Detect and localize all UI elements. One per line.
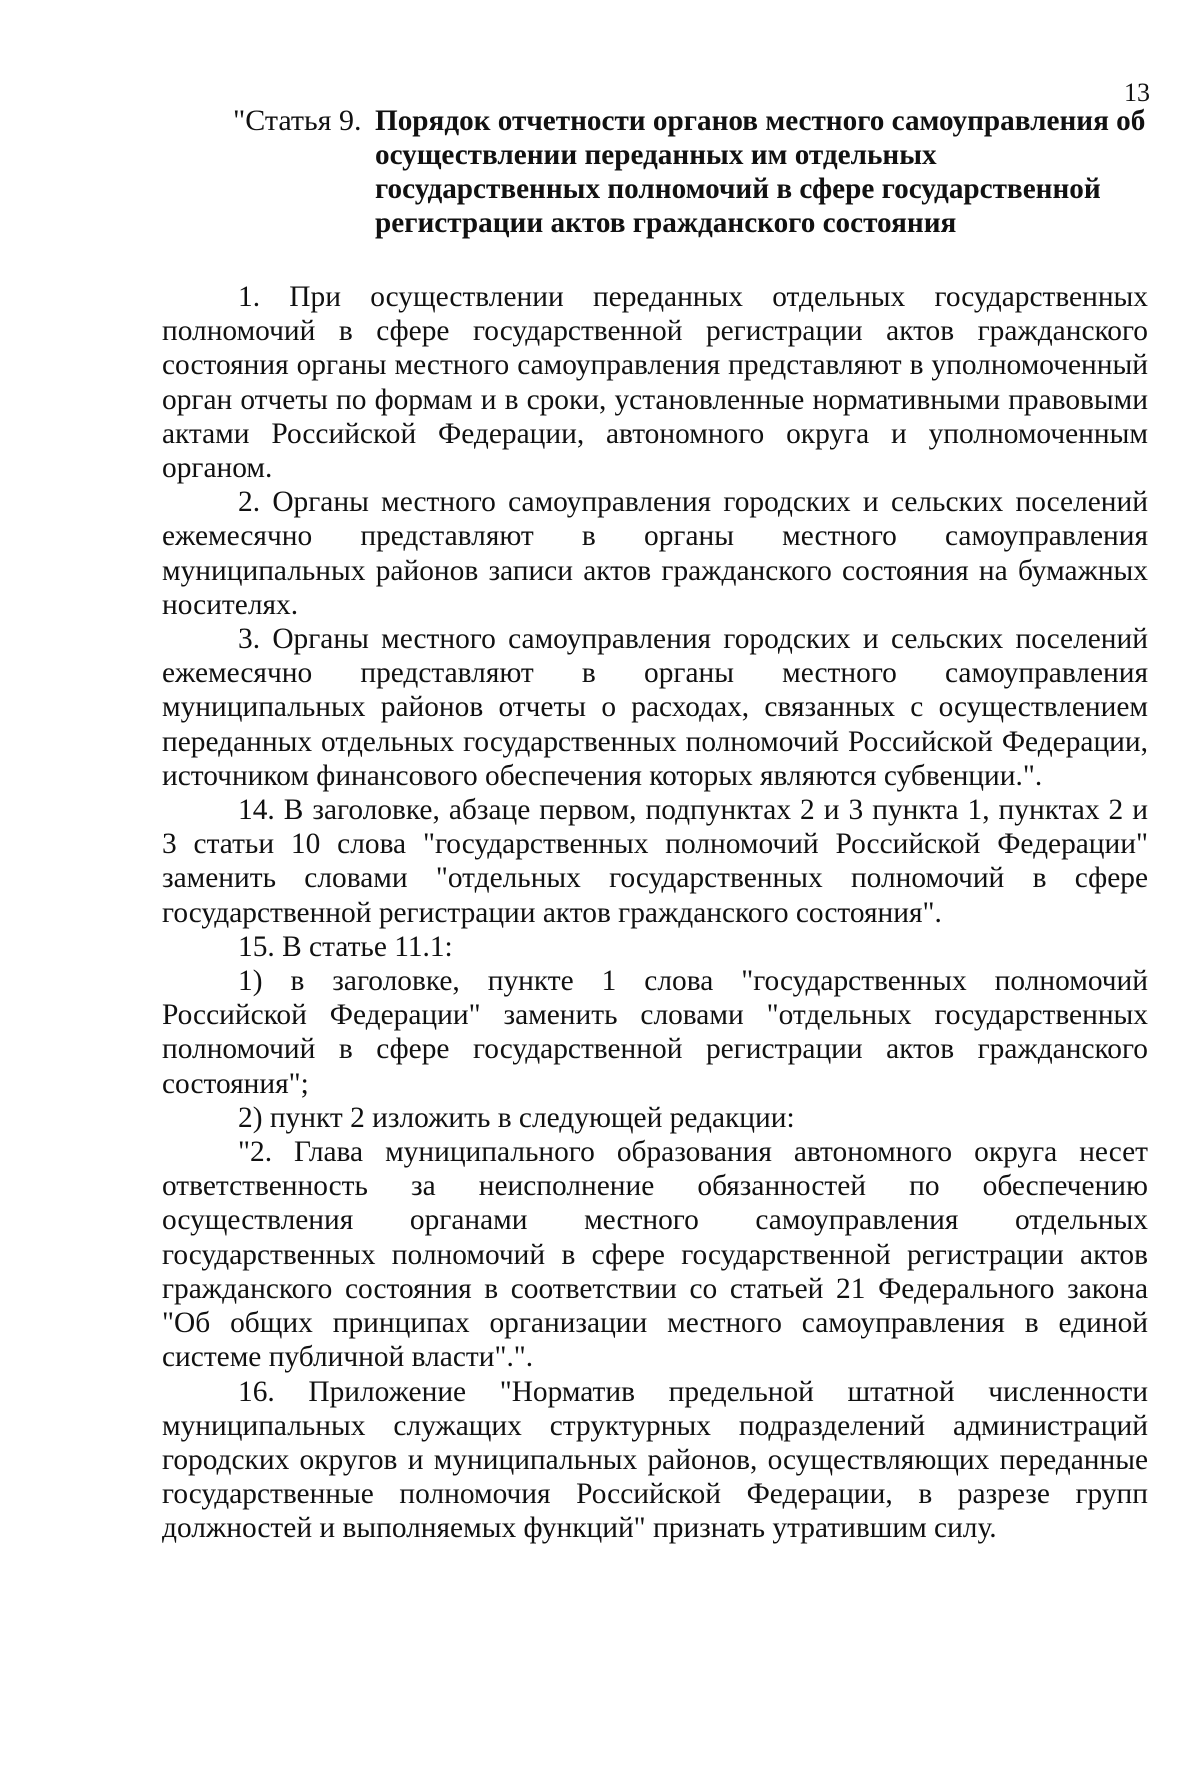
paragraph-item-14: 14. В заголовке, абзаце первом, подпунктах 2 и 3 пункта 1, пунктах 2 и 3 статьи 10 слова "государственных полномочий Российской Федерации" заменить словами "отдельных государственных полномочий в сфере государственной регистрации актов гражданского состояния". [162, 794, 1148, 929]
paragraph-9-3: 3. Органы местного самоуправления городских и сельских поселений ежемесячно представляют в органы местного самоуправления муниципальных районов отчеты о расходах, связанных с осуществлением переданных отдельных государственных полномочий Российской Федерации, источником финансового обеспечения которых являются субвенции.". [162, 623, 1148, 792]
paragraph-item-15-2: 2) пункт 2 изложить в следующей редакции: [238, 1101, 795, 1134]
article-title: Порядок отчетности органов местного самоуправления об осуществлении переданных им отдельных государственных полномочий в сфере государственной регистрации актов гражданского состояния [375, 105, 1146, 239]
document-body [162, 280, 1148, 1546]
paragraph-9-1: 1. При осуществлении переданных отдельных государственных полномочий в сфере государственной регистрации актов гражданского состояния органы местного самоуправления представляют в уполномоченный орган отчеты по формам и в сроки, установленные нормативными правовыми актами Российской Федерации, автономного округа и уполномоченным органом. [162, 281, 1148, 485]
paragraph-item-15: 15. В статье 11.1: [238, 930, 453, 963]
article-heading [233, 104, 1153, 240]
paragraph-item-16: 16. Приложение "Норматив предельной штатной численности муниципальных служащих структурных подразделений администраций городских округов и муниципальных районов, осуществляющих переданные государственные полномочия Российской Федерации, в разрезе групп должностей и выполняемых функций" признать утратившим силу. [162, 1375, 1148, 1545]
article-prefix: "Статья 9. [233, 104, 362, 137]
paragraph-item-15-1: 1) в заголовке, пункте 1 слова "государственных полномочий Российской Федерации" заменить словами "отдельных государственных полномочий в сфере государственной регистрации актов гражданского состояния"; [162, 965, 1148, 1100]
page-number: 13 [1124, 78, 1150, 107]
paragraph-quoted-point-2: "2. Глава муниципального образования автономного округа несет ответственность за неисполнение обязанностей по обеспечению осуществления органами местного самоуправления отдельных государственных полномочий в сфере государственной регистрации актов гражданского состояния в соответствии со статьей 21 Федерального закона "Об общих принципах организации местного самоуправления в единой системе публичной власти".". [162, 1136, 1148, 1374]
paragraph-9-2: 2. Органы местного самоуправления городских и сельских поселений ежемесячно представляют в органы местного самоуправления муниципальных районов записи актов гражданского состояния на бумажных носителях. [162, 486, 1148, 621]
